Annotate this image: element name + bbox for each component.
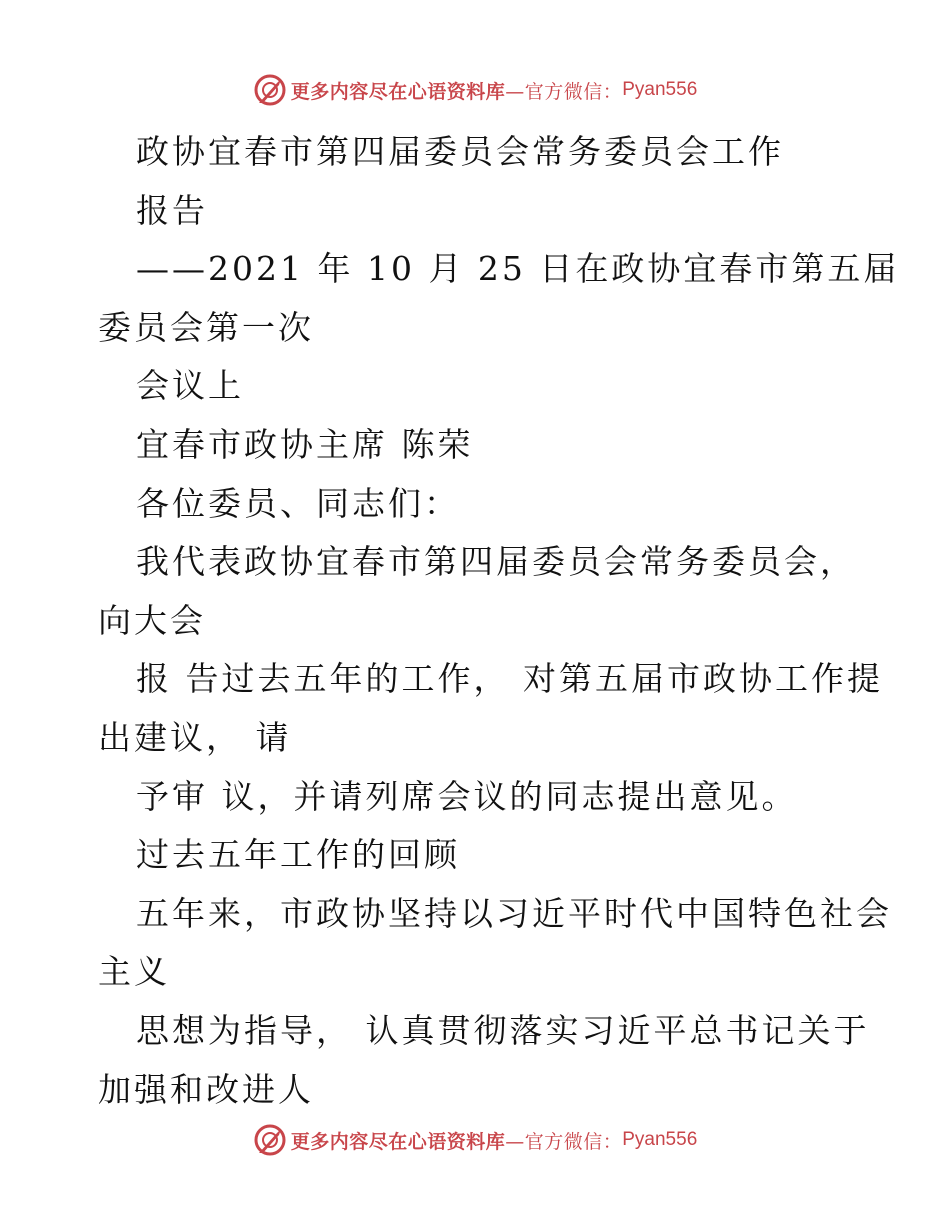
subtitle-line-2: 委员会第一次 <box>98 307 314 347</box>
paragraph-line: 思想为指导， 认真贯彻落实习近平总书记关于 <box>136 1010 870 1050</box>
banner-site-name: 更多内容尽在心语资料库 <box>290 1130 506 1153</box>
salutation-line: 各位委员、同志们： <box>136 483 460 523</box>
banner-wechat-label: —官方微信： <box>505 80 623 103</box>
quill-logo-icon <box>253 73 287 107</box>
subtitle-line-3: 会议上 <box>136 366 244 406</box>
author-line: 宜春市政协主席 陈荣 <box>136 424 474 464</box>
paragraph-line: 主义 <box>98 952 170 992</box>
banner-wechat-id: Pyan556 <box>622 1129 698 1150</box>
paragraph-line: 加强和改进人 <box>98 1069 314 1109</box>
subtitle-line-1: ——2021 年 10 月 25 日在政协宜春市第五届 <box>136 249 900 289</box>
document-title-line-1: 政协宜春市第四届委员会常务委员会工作 <box>136 132 784 171</box>
banner-wechat-label: —官方微信： <box>505 1130 623 1153</box>
footer-banner <box>0 1120 950 1160</box>
quill-logo-icon <box>253 1123 287 1157</box>
paragraph-line: 出建议， 请 <box>98 717 292 757</box>
paragraph-line: 报 告过去五年的工作， 对第五届市政协工作提 <box>136 659 883 699</box>
paragraph-line: 向大会 <box>98 600 206 640</box>
banner-site-name: 更多内容尽在心语资料库 <box>290 80 506 103</box>
header-banner <box>0 70 950 110</box>
document-body <box>98 123 900 1119</box>
paragraph-line: 予审 议，并请列席会议的同志提出意见。 <box>136 776 798 816</box>
section-heading: 过去五年工作的回顾 <box>136 835 460 875</box>
banner-wechat-id: Pyan556 <box>622 79 698 100</box>
document-title-line-2: 报告 <box>136 190 208 230</box>
paragraph-line: 我代表政协宜春市第四届委员会常务委员会， <box>136 542 856 582</box>
paragraph-line: 五年来，市政协坚持以习近平时代中国特色社会 <box>136 893 892 933</box>
